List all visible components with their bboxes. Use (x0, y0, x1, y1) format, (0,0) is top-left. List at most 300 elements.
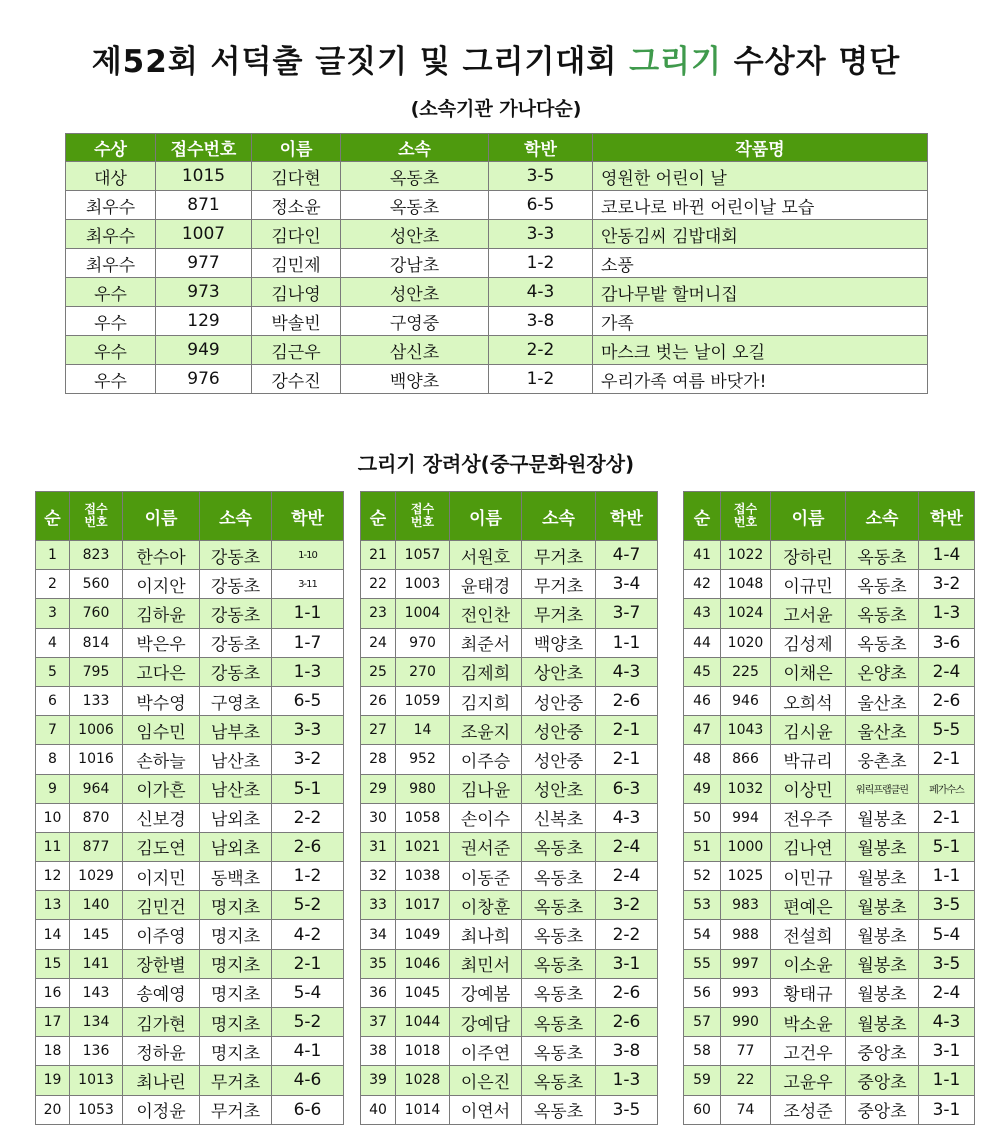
table-cell: 3-4 (596, 570, 658, 599)
table-cell: 3-2 (919, 570, 975, 599)
table-cell: 1000 (721, 832, 771, 861)
table-cell: 1-2 (489, 365, 593, 394)
table-cell: 고건우 (771, 1037, 846, 1066)
table-cell: 57 (684, 1008, 721, 1037)
table-cell: 56 (684, 978, 721, 1007)
table-cell: 140 (70, 891, 123, 920)
table-cell: 이소윤 (771, 949, 846, 978)
table-row (36, 920, 344, 949)
table-cell: 남산초 (200, 774, 272, 803)
table-row (684, 891, 975, 920)
table-row (361, 978, 658, 1007)
table-cell: 2-1 (596, 745, 658, 774)
table-cell: 133 (70, 686, 123, 715)
table-cell: 143 (70, 978, 123, 1007)
table-cell: 1057 (396, 541, 450, 570)
table-cell: 2-1 (919, 803, 975, 832)
table-cell: 최우수 (66, 191, 156, 220)
table-cell: 황태규 (771, 978, 846, 1007)
table-cell: 옥동초 (522, 1095, 596, 1124)
table-cell: 명지초 (200, 920, 272, 949)
table-cell: 1018 (396, 1037, 450, 1066)
table-cell: 29 (361, 774, 396, 803)
table-cell: 4-3 (596, 657, 658, 686)
table-cell: 1046 (396, 949, 450, 978)
table-cell: 명지초 (200, 1037, 272, 1066)
table-cell: 조윤지 (450, 716, 522, 745)
table-cell: 권서준 (450, 832, 522, 861)
table-row (66, 307, 928, 336)
table-cell: 옥동초 (522, 891, 596, 920)
table-cell: 성안중 (522, 716, 596, 745)
table-cell: 134 (70, 1008, 123, 1037)
table-cell: 김다인 (252, 220, 341, 249)
table-row (361, 803, 658, 832)
table-cell: 145 (70, 920, 123, 949)
table-row (684, 686, 975, 715)
table-row (361, 570, 658, 599)
table-row (361, 716, 658, 745)
table-cell: 한수아 (123, 541, 200, 570)
table-cell: 870 (70, 803, 123, 832)
table-row (36, 657, 344, 686)
table-cell: 2-6 (919, 686, 975, 715)
table-cell: 고윤우 (771, 1066, 846, 1095)
column-header: 접수 번호 (396, 492, 450, 541)
table-cell: 9 (36, 774, 70, 803)
table-cell: 전설희 (771, 920, 846, 949)
column-header: 소속 (522, 492, 596, 541)
column-header: 접수번호 (156, 134, 252, 162)
table-cell: 2-1 (272, 949, 344, 978)
table-cell: 김성제 (771, 628, 846, 657)
table-cell: 박규리 (771, 745, 846, 774)
table-cell: 김다현 (252, 162, 341, 191)
column-header: 순 (361, 492, 396, 541)
table-cell: 옥동초 (846, 599, 919, 628)
table-cell: 795 (70, 657, 123, 686)
table-cell: 3-3 (489, 220, 593, 249)
column-header: 소속 (846, 492, 919, 541)
title-highlight: 그리기 (629, 44, 722, 80)
table-cell: 울산초 (846, 716, 919, 745)
table-cell: 1-3 (596, 1066, 658, 1095)
table-cell: 1-1 (596, 628, 658, 657)
table-cell: 조성준 (771, 1095, 846, 1124)
table-row (684, 1037, 975, 1066)
table-cell: 남산초 (200, 745, 272, 774)
table-cell: 16 (36, 978, 70, 1007)
table-cell: 3-7 (596, 599, 658, 628)
table-cell: 1 (36, 541, 70, 570)
table-cell: 박수영 (123, 686, 200, 715)
table-cell: 1025 (721, 862, 771, 891)
table-cell: 21 (361, 541, 396, 570)
table-cell: 월봉초 (846, 862, 919, 891)
table-cell: 977 (156, 249, 252, 278)
table-cell: 명지초 (200, 978, 272, 1007)
table-cell: 이주연 (450, 1037, 522, 1066)
table-row (361, 891, 658, 920)
table-cell: 1029 (70, 862, 123, 891)
table-cell: 2-2 (596, 920, 658, 949)
table-cell: 구영중 (341, 307, 489, 336)
table-cell: 옥동초 (522, 949, 596, 978)
table-row (36, 774, 344, 803)
table-cell: 1-10 (272, 541, 344, 570)
table-cell: 949 (156, 336, 252, 365)
table-cell: 42 (684, 570, 721, 599)
table-cell: 무거초 (200, 1066, 272, 1095)
table-cell: 성안중 (522, 745, 596, 774)
table-cell: 2-2 (489, 336, 593, 365)
table-row (361, 1037, 658, 1066)
table-cell: 3-1 (919, 1095, 975, 1124)
column-header: 접수 번호 (721, 492, 771, 541)
table-row (36, 599, 344, 628)
table-cell: 송예영 (123, 978, 200, 1007)
table-cell: 5-4 (919, 920, 975, 949)
table-cell: 45 (684, 657, 721, 686)
table-cell: 5-1 (919, 832, 975, 861)
table-cell: 47 (684, 716, 721, 745)
table-cell: 141 (70, 949, 123, 978)
table-cell: 50 (684, 803, 721, 832)
table-cell: 2-6 (272, 832, 344, 861)
table-cell: 23 (361, 599, 396, 628)
table-cell: 월봉초 (846, 920, 919, 949)
table-cell: 1024 (721, 599, 771, 628)
table-row (36, 949, 344, 978)
table-cell: 옥동초 (846, 541, 919, 570)
table-cell: 박소윤 (771, 1008, 846, 1037)
table-cell: 5-2 (272, 891, 344, 920)
table-cell: 814 (70, 628, 123, 657)
table-cell: 38 (361, 1037, 396, 1066)
table-cell: 3 (36, 599, 70, 628)
table-cell: 옥동초 (522, 1008, 596, 1037)
table-row (361, 1095, 658, 1124)
table-cell: 월봉초 (846, 832, 919, 861)
table-cell: 최우수 (66, 249, 156, 278)
table-cell: 1059 (396, 686, 450, 715)
main-awards-table (65, 133, 928, 394)
table-row (684, 832, 975, 861)
table-row (684, 920, 975, 949)
table-cell: 이주승 (450, 745, 522, 774)
table-cell: 14 (396, 716, 450, 745)
honorable-mention-table-1 (35, 491, 344, 1125)
table-row (361, 949, 658, 978)
table-cell: 1015 (156, 162, 252, 191)
table-cell: 성안초 (522, 774, 596, 803)
main-table-header-row (66, 134, 928, 162)
table-cell: 월봉초 (846, 949, 919, 978)
table-cell: 1-2 (489, 249, 593, 278)
table-cell: 5-5 (919, 716, 975, 745)
table-cell: 46 (684, 686, 721, 715)
table-cell: 973 (156, 278, 252, 307)
table-cell: 서원호 (450, 541, 522, 570)
table-cell: 1021 (396, 832, 450, 861)
table-cell: 10 (36, 803, 70, 832)
table-cell: 무거초 (200, 1095, 272, 1124)
table-row (684, 803, 975, 832)
table-row (361, 745, 658, 774)
table-cell: 27 (361, 716, 396, 745)
table-cell: 월봉초 (846, 1008, 919, 1037)
table-cell: 11 (36, 832, 70, 861)
table-cell: 월봉초 (846, 978, 919, 1007)
table-cell: 34 (361, 920, 396, 949)
table-row (361, 628, 658, 657)
table-cell: 코로나로 바뀐 어린이날 모습 (593, 191, 928, 220)
table-cell: 760 (70, 599, 123, 628)
table-cell: 3-11 (272, 570, 344, 599)
table-cell: 5-4 (272, 978, 344, 1007)
table-cell: 2-6 (596, 978, 658, 1007)
table-cell: 김근우 (252, 336, 341, 365)
table-cell: 2 (36, 570, 70, 599)
table-row (66, 220, 928, 249)
table-cell: 17 (36, 1008, 70, 1037)
column-header: 이름 (450, 492, 522, 541)
table-cell: 1028 (396, 1066, 450, 1095)
table-cell: 손이수 (450, 803, 522, 832)
table-cell: 윤태경 (450, 570, 522, 599)
table-cell: 3-1 (596, 949, 658, 978)
table-cell: 이동준 (450, 862, 522, 891)
table-cell: 이규민 (771, 570, 846, 599)
table-cell: 3-5 (596, 1095, 658, 1124)
title-suffix: 수상자 명단 (721, 44, 901, 80)
table-cell: 24 (361, 628, 396, 657)
table-cell: 영원한 어린이 날 (593, 162, 928, 191)
table-cell: 39 (361, 1066, 396, 1095)
table-cell: 225 (721, 657, 771, 686)
table-cell: 1017 (396, 891, 450, 920)
table-cell: 983 (721, 891, 771, 920)
table-cell: 손하늘 (123, 745, 200, 774)
table-cell: 옥동초 (522, 978, 596, 1007)
table-cell: 36 (361, 978, 396, 1007)
table-cell: 4-3 (489, 278, 593, 307)
table-cell: 임수민 (123, 716, 200, 745)
table-cell: 1013 (70, 1066, 123, 1095)
table-cell: 우수 (66, 278, 156, 307)
table-cell: 명지초 (200, 949, 272, 978)
table-row (36, 978, 344, 1007)
table-cell: 박솔빈 (252, 307, 341, 336)
column-header: 순 (36, 492, 70, 541)
table-cell: 백양초 (341, 365, 489, 394)
table-row (361, 599, 658, 628)
table-cell: 옥동초 (522, 862, 596, 891)
honorable-mention-table-3 (683, 491, 975, 1125)
table-cell: 51 (684, 832, 721, 861)
table-cell: 5 (36, 657, 70, 686)
table-cell: 33 (361, 891, 396, 920)
table-cell: 강예담 (450, 1008, 522, 1037)
table-cell: 40 (361, 1095, 396, 1124)
table-cell: 김지희 (450, 686, 522, 715)
column-header: 이름 (771, 492, 846, 541)
table-row (36, 1066, 344, 1095)
table-cell: 988 (721, 920, 771, 949)
table-cell: 강동초 (200, 628, 272, 657)
table-row (36, 541, 344, 570)
table-cell: 49 (684, 774, 721, 803)
table-row (36, 832, 344, 861)
table-cell: 3-2 (596, 891, 658, 920)
table-cell: 옥동초 (522, 1037, 596, 1066)
table-cell: 김나윤 (450, 774, 522, 803)
table-cell: 6-5 (489, 191, 593, 220)
table-cell: 워릭프랩클린 (846, 774, 919, 803)
table-cell: 4-3 (919, 1008, 975, 1037)
table-cell: 성안초 (341, 278, 489, 307)
column-header: 접수 번호 (70, 492, 123, 541)
table-row (66, 365, 928, 394)
table-cell: 55 (684, 949, 721, 978)
table-row (361, 862, 658, 891)
table-cell: 강남초 (341, 249, 489, 278)
table-row (684, 716, 975, 745)
table-cell: 54 (684, 920, 721, 949)
table-cell: 김가현 (123, 1008, 200, 1037)
table-cell: 1044 (396, 1008, 450, 1037)
table-cell: 3-1 (919, 1037, 975, 1066)
table-row (361, 541, 658, 570)
table-cell: 남부초 (200, 716, 272, 745)
table-row (36, 803, 344, 832)
table-cell: 3-5 (489, 162, 593, 191)
table-row (361, 657, 658, 686)
table-cell: 5-2 (272, 1008, 344, 1037)
table-cell: 53 (684, 891, 721, 920)
column-header: 학반 (272, 492, 344, 541)
main-table-body (66, 162, 928, 394)
table-cell: 946 (721, 686, 771, 715)
table-cell: 삼신초 (341, 336, 489, 365)
table-cell: 옥동초 (341, 191, 489, 220)
table-cell: 13 (36, 891, 70, 920)
table-cell: 48 (684, 745, 721, 774)
table-cell: 최민서 (450, 949, 522, 978)
column-header: 작품명 (593, 134, 928, 162)
table-row (684, 541, 975, 570)
table-row (361, 1066, 658, 1095)
column-header: 학반 (489, 134, 593, 162)
table-cell: 15 (36, 949, 70, 978)
table-row (36, 862, 344, 891)
table-cell: 1045 (396, 978, 450, 1007)
table-cell: 4-3 (596, 803, 658, 832)
table-cell: 최나희 (450, 920, 522, 949)
table-cell: 14 (36, 920, 70, 949)
table-cell: 2-1 (596, 716, 658, 745)
table-cell: 6 (36, 686, 70, 715)
table-cell: 3-3 (272, 716, 344, 745)
table-cell: 1-3 (272, 657, 344, 686)
table-row (66, 336, 928, 365)
table-cell: 옥동초 (846, 628, 919, 657)
table-row (36, 686, 344, 715)
table-row (684, 570, 975, 599)
table-row (36, 891, 344, 920)
table-cell: 김민제 (252, 249, 341, 278)
table-cell: 1-1 (919, 862, 975, 891)
table-cell: 강수진 (252, 365, 341, 394)
table-cell: 이연서 (450, 1095, 522, 1124)
table-cell: 877 (70, 832, 123, 861)
table-cell: 1016 (70, 745, 123, 774)
table-cell: 중앙초 (846, 1095, 919, 1124)
table-cell: 866 (721, 745, 771, 774)
table-cell: 59 (684, 1066, 721, 1095)
table-row (684, 1095, 975, 1124)
column-header: 학반 (596, 492, 658, 541)
table-cell: 2-2 (272, 803, 344, 832)
page-title (0, 36, 992, 81)
table-cell: 2-1 (919, 745, 975, 774)
table-cell: 6-5 (272, 686, 344, 715)
table-cell: 12 (36, 862, 70, 891)
table-cell: 남외초 (200, 803, 272, 832)
table-cell: 8 (36, 745, 70, 774)
table-cell: 2-4 (919, 978, 975, 1007)
table-cell: 김도연 (123, 832, 200, 861)
table-cell: 952 (396, 745, 450, 774)
table-cell: 1038 (396, 862, 450, 891)
column-header: 학반 (919, 492, 975, 541)
table-cell: 장하린 (771, 541, 846, 570)
table-row (36, 1037, 344, 1066)
table-cell: 3-5 (919, 891, 975, 920)
table-cell: 이상민 (771, 774, 846, 803)
table-row (684, 862, 975, 891)
table-cell: 페가수스 (919, 774, 975, 803)
table-cell: 월봉초 (846, 891, 919, 920)
table-cell: 1003 (396, 570, 450, 599)
table-cell: 7 (36, 716, 70, 745)
table-cell: 136 (70, 1037, 123, 1066)
table-cell: 김나영 (252, 278, 341, 307)
table-cell: 4-6 (272, 1066, 344, 1095)
table-row (36, 745, 344, 774)
table-cell: 1032 (721, 774, 771, 803)
table-row (36, 570, 344, 599)
table-cell: 22 (361, 570, 396, 599)
table-cell: 우수 (66, 307, 156, 336)
table-cell: 강동초 (200, 599, 272, 628)
table-cell: 1058 (396, 803, 450, 832)
table-cell: 이민규 (771, 862, 846, 891)
table-cell: 1-2 (272, 862, 344, 891)
table-cell: 823 (70, 541, 123, 570)
table-cell: 전우주 (771, 803, 846, 832)
table-cell: 43 (684, 599, 721, 628)
table-row (66, 191, 928, 220)
table-cell: 4-7 (596, 541, 658, 570)
table-cell: 우수 (66, 365, 156, 394)
table-cell: 옥동초 (846, 570, 919, 599)
table-cell: 976 (156, 365, 252, 394)
table-header-row (36, 492, 344, 541)
table-cell: 3-8 (489, 307, 593, 336)
table-row (36, 716, 344, 745)
table-cell: 옥동초 (522, 920, 596, 949)
